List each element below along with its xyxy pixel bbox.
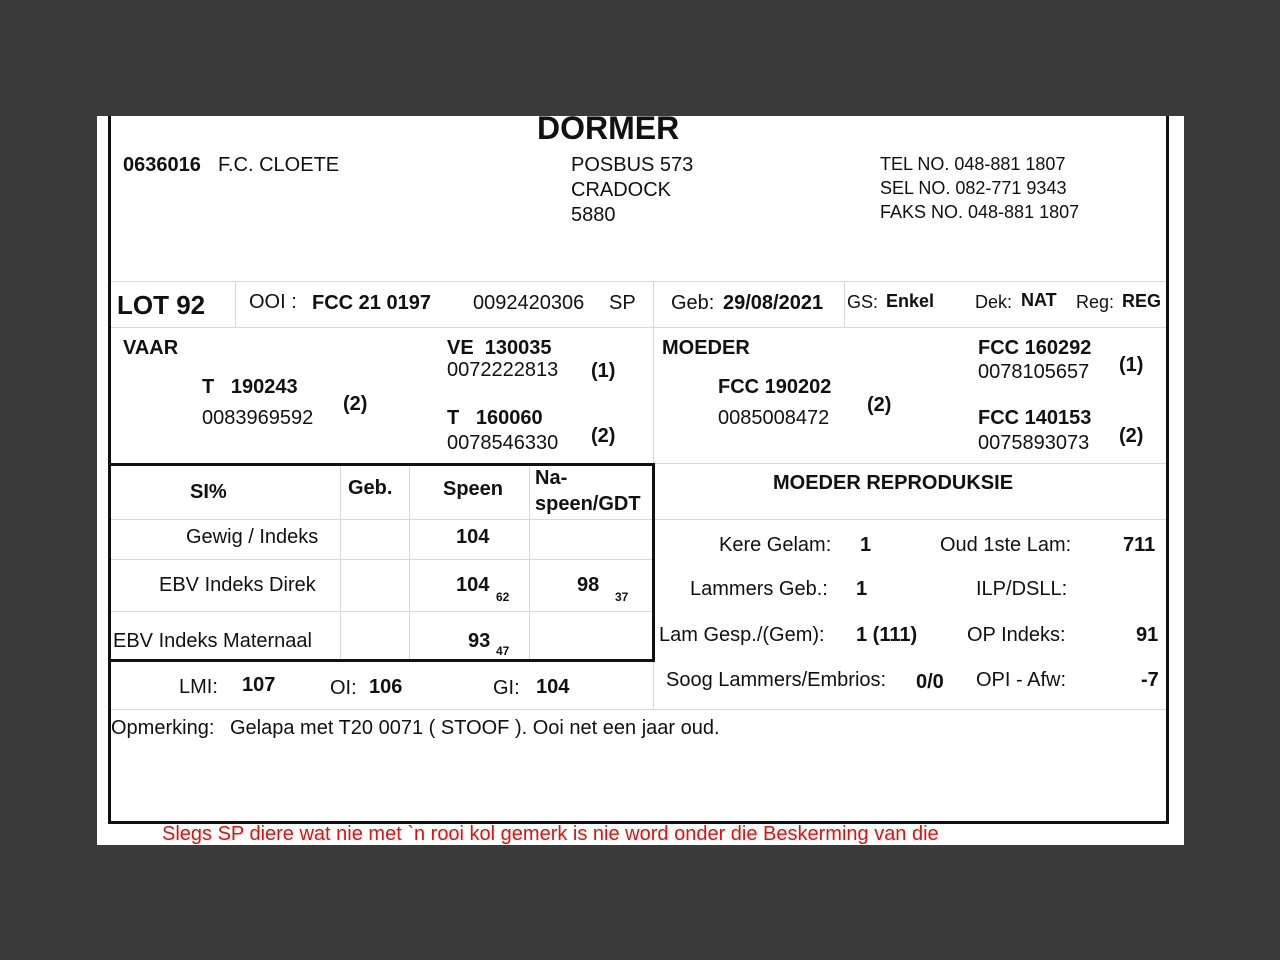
divider: [409, 464, 410, 661]
sire-grade: (2): [343, 393, 368, 415]
divider: [111, 611, 654, 612]
ooi-id: FCC 21 0197: [312, 292, 431, 314]
lmi-value: 107: [242, 674, 276, 696]
si-row-naspeen-accuracy: 37: [615, 590, 629, 604]
tel-number: TEL NO. 048-881 1807: [880, 154, 1066, 174]
ooi-label: OOI :: [249, 291, 297, 313]
geb-header: Geb.: [348, 477, 393, 499]
sire-number: 0083969592: [202, 407, 314, 429]
birth-label: Geb:: [671, 292, 715, 314]
gi-value: 104: [536, 676, 570, 698]
dam-dam-number: 0075893073: [978, 432, 1090, 454]
breed-title: DORMER: [537, 116, 680, 146]
gesp-value: 1 (111): [856, 624, 918, 646]
soog-label: Soog Lammers/Embrios:: [666, 669, 887, 691]
sire-dam-grade: (2): [591, 425, 616, 447]
address-line1: POSBUS 573: [571, 154, 694, 176]
moeder-label: MOEDER: [662, 337, 750, 359]
sire-sire-grade: (1): [591, 360, 616, 382]
dam-number: 0085008472: [718, 407, 830, 429]
sire-dam-number: 0078546330: [447, 432, 559, 454]
gesp-label: Lam Gesp./(Gem):: [659, 624, 825, 646]
divider: [235, 281, 236, 327]
kere-value: 1: [860, 534, 872, 556]
registration-number: 0092420306: [473, 292, 585, 314]
address-line3: 5880: [571, 204, 616, 226]
ilp-label: ILP/DSLL:: [976, 578, 1068, 600]
divider: [529, 464, 530, 661]
divider: [653, 463, 1166, 464]
breeder-code: 0636016: [123, 154, 201, 176]
oi-value: 106: [369, 676, 403, 698]
divider: [111, 281, 1166, 282]
kere-label: Kere Gelam:: [719, 534, 832, 556]
sel-number: SEL NO. 082-771 9343: [880, 178, 1067, 198]
dam-sire-grade: (1): [1119, 354, 1144, 376]
si-row-label: Gewig / Indeks: [186, 526, 319, 548]
dam-id: FCC 190202: [718, 376, 832, 398]
gi-label: GI:: [493, 677, 520, 699]
divider: [111, 327, 1166, 328]
si-row-speen: 104: [456, 526, 490, 548]
dek-label: Dek:: [975, 292, 1013, 312]
dam-dam-grade: (2): [1119, 425, 1144, 447]
oud-label: Oud 1ste Lam:: [940, 534, 1072, 556]
divider: [653, 281, 654, 464]
sire-dam-id: T 160060: [447, 407, 543, 429]
gs-label: GS:: [847, 292, 879, 312]
registration-type: SP: [609, 292, 636, 314]
divider: [111, 709, 1166, 710]
divider: [844, 281, 845, 327]
op-label: OP Indeks:: [967, 624, 1066, 646]
lot-number: LOT 92: [117, 290, 206, 320]
si-row-speen-accuracy: 62: [496, 590, 510, 604]
si-row-label: EBV Indeks Maternaal: [113, 630, 312, 652]
si-row-speen: 93: [468, 630, 491, 652]
lammers-value: 1: [856, 578, 868, 600]
frame-right: [1166, 116, 1169, 824]
divider: [111, 519, 1166, 520]
breeder-name: F.C. CLOETE: [218, 154, 340, 176]
dek-value: NAT: [1021, 290, 1057, 310]
si-row-label: EBV Indeks Direk: [159, 574, 316, 596]
sire-sire-id: VE 130035: [447, 337, 552, 359]
faks-number: FAKS NO. 048-881 1807: [880, 202, 1080, 222]
si-header: SI%: [190, 481, 227, 503]
address-line2: CRADOCK: [571, 179, 672, 201]
si-row-naspeen: 98: [577, 574, 600, 596]
opi-value: -7: [1141, 669, 1159, 691]
soog-value: 0/0: [916, 671, 944, 693]
gs-value: Enkel: [886, 291, 935, 311]
reg-label: Reg:: [1076, 292, 1115, 312]
oud-value: 711: [1123, 534, 1156, 556]
speen-header: Speen: [443, 478, 504, 500]
lot-sheet: [97, 116, 1184, 845]
divider: [111, 559, 654, 560]
remark-label: Opmerking:: [111, 717, 215, 739]
footer-note: Slegs SP diere wat nie met `n rooi kol gemerk is nie word onder die Beskerming van die: [162, 823, 939, 845]
oi-label: OI:: [330, 677, 357, 699]
sire-id: T 190243: [202, 376, 298, 398]
dam-sire-id: FCC 160292: [978, 337, 1092, 359]
opi-label: OPI - Afw:: [976, 669, 1067, 691]
dam-grade: (2): [867, 394, 892, 416]
op-value: 91: [1136, 624, 1159, 646]
dam-dam-id: FCC 140153: [978, 407, 1092, 429]
divider: [340, 464, 341, 661]
lammers-label: Lammers Geb.:: [690, 578, 828, 600]
repro-title: MOEDER REPRODUKSIE: [773, 472, 1014, 494]
vaar-label: VAAR: [123, 337, 179, 359]
remark-text: Gelapa met T20 0071 ( STOOF ). Ooi net een jaar oud.: [230, 717, 720, 739]
dam-sire-number: 0078105657: [978, 361, 1090, 383]
si-table-bottom-border: [108, 659, 655, 662]
divider: [653, 662, 654, 709]
lmi-label: LMI:: [179, 676, 218, 698]
si-row-speen-accuracy: 47: [496, 644, 510, 658]
naspeen-header: Na- speen/GDT: [535, 467, 641, 515]
si-row-speen: 104: [456, 574, 490, 596]
birth-date: 29/08/2021: [723, 292, 824, 314]
sire-sire-number: 0072222813: [447, 359, 559, 381]
reg-value: REG: [1122, 291, 1162, 311]
si-table-right-border: [652, 463, 655, 662]
